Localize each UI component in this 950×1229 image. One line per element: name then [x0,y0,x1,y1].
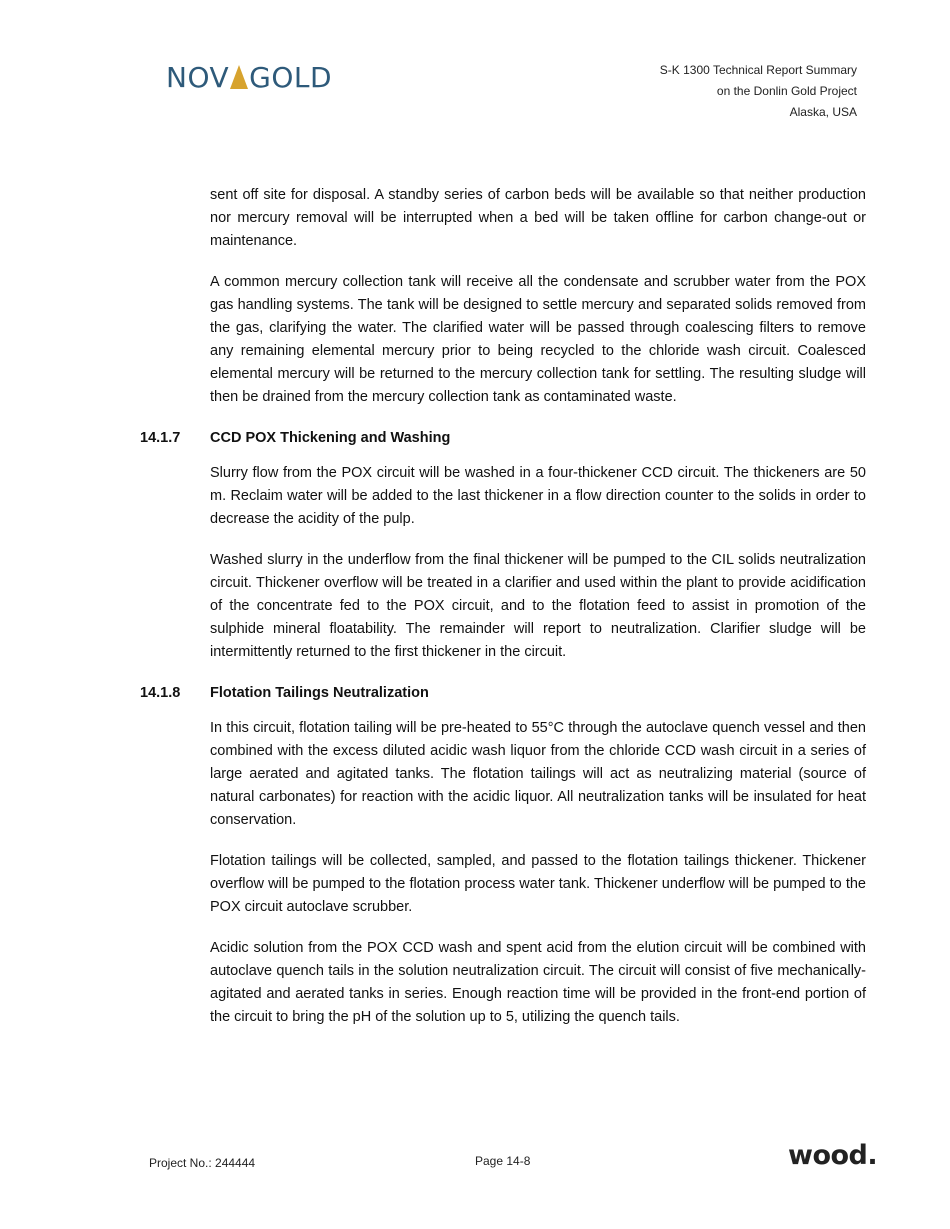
paragraph-5: In this circuit, flotation tailing will be pre-heated to 55°C through the autoclave quench vessel and then combined with the excess diluted acidic wash liquor from the chloride CCD wash circuit in a series of large aerated and agitated tanks. The flotation tailings will act as neutralizing material (source of natural carbonates) for reaction with the acidic liquor. All neutralization tanks will be insulated for heat conservation. [210,720,866,828]
paragraph-6: Flotation tailings will be collected, sampled, and passed to the flotation tailings thickener. Thickener overflow will be pumped to the flotation process water tank. Thickener underflow will be pumped to the POX circuit autoclave scrubber. [210,853,866,915]
header-title-line2: on the Donlin Gold Project [716,84,857,98]
report-header [660,60,857,123]
page-body [140,184,866,1047]
logo-triangle-icon [230,65,248,89]
project-number: Project No.: 244444 [149,1156,256,1170]
header-title-line1: S-K 1300 Technical Report Summary [659,63,857,77]
page-number: Page 14-8 [475,1154,531,1168]
logo-text-left: NOV [166,61,230,94]
wood-logo: wood. [788,1140,878,1171]
section-title: CCD POX Thickening and Washing [210,430,451,446]
header-title-line3: Alaska, USA [789,105,857,119]
paragraph-2: A common mercury collection tank will receive all the condensate and scrubber water from the POX gas handling systems. The tank will be designed to settle mercury and separated solids removed from the gas, clarifying the water. The clarified water will be passed through coalescing filters to remove any remaining elemental mercury prior to being recycled to the chloride wash circuit. Coalesced elemental mercury will be returned to the mercury collection tank for settling. The resulting sludge will then be drained from the mercury collection tank as contaminated waste. [210,274,866,405]
novagold-logo [166,61,333,94]
section-number: 14.1.7 [140,430,181,446]
paragraph-4: Washed slurry in the underflow from the final thickener will be pumped to the CIL solids neutralization circuit. Thickener overflow will be treated in a clarifier and used within the plant to provide acidification of the concentrate fed to the POX circuit, and to the flotation feed to assist in promotion of the sulphide mineral floatability. The remainder will report to neutralization. Clarifier sludge will be intermittently returned to the first thickener in the circuit. [210,552,866,660]
paragraph-7: Acidic solution from the POX CCD wash and spent acid from the elution circuit will be combined with autoclave quench tails in the solution neutralization circuit. The circuit will consist of five mechanically-agitated and aerated tanks in series. Enough reaction time will be provided in the front-end portion of the circuit to bring the pH of the solution up to 5, utilizing the quench tails. [210,940,866,1025]
section-title: Flotation Tailings Neutralization [210,685,429,701]
logo-text-right: GOLD [249,61,333,94]
section-heading-1417 [140,427,866,450]
paragraph-1: sent off site for disposal. A standby series of carbon beds will be available so that neither production nor mercury removal will be interrupted when a bed will be taken offline for carbon change-out or maintenance. [210,187,866,249]
section-heading-1418 [140,682,866,705]
section-number: 14.1.8 [140,685,181,701]
paragraph-3: Slurry flow from the POX circuit will be washed in a four-thickener CCD circuit. The thickeners are 50 m. Reclaim water will be added to the last thickener in a flow direction counter to the solids in order to decrease the acidity of the pulp. [210,465,866,527]
